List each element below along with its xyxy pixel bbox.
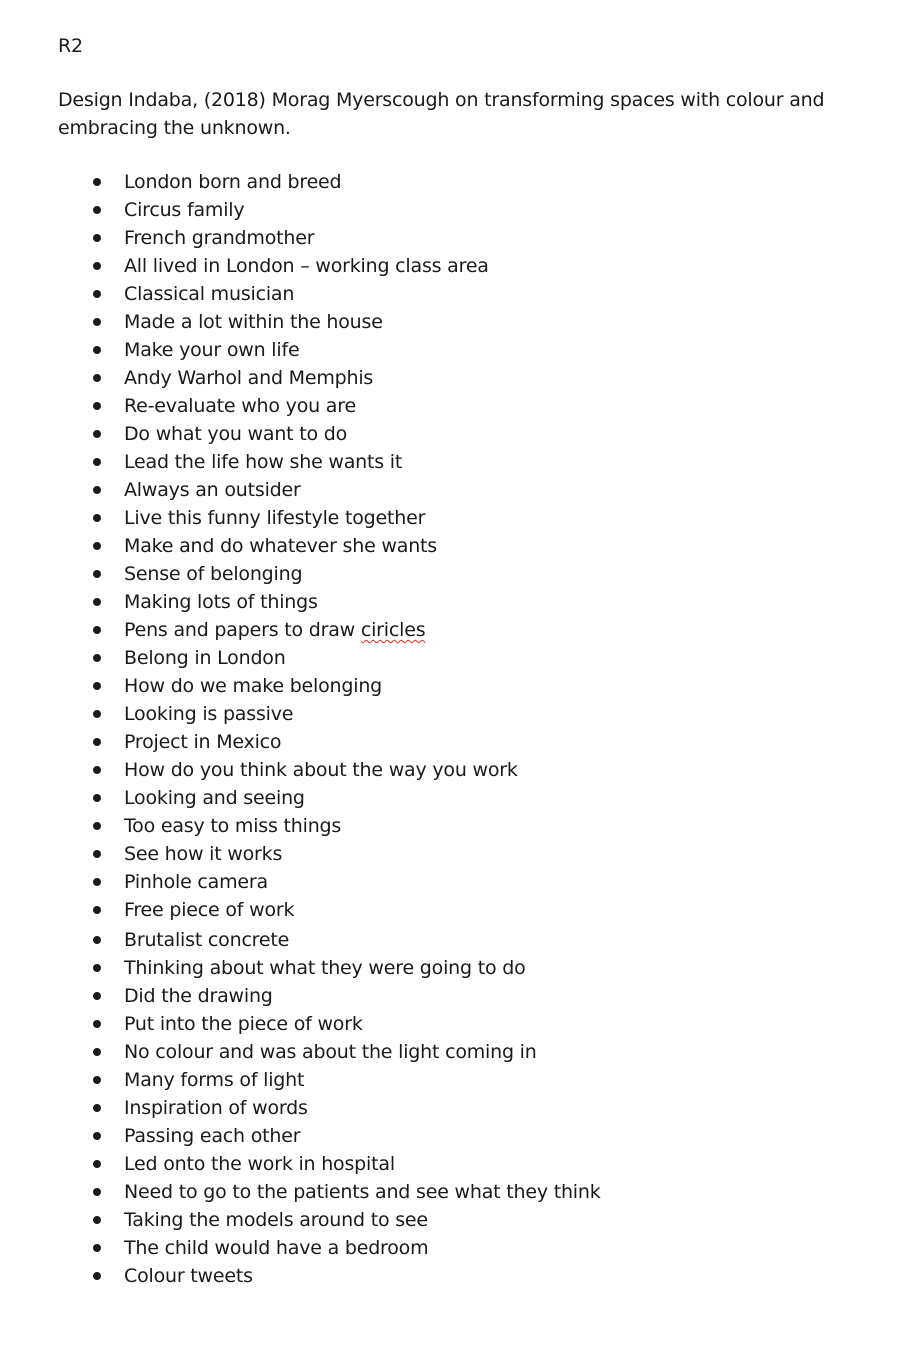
bullet-icon [93, 402, 101, 410]
list-item [58, 616, 858, 644]
list-item-text: Made a lot within the house [124, 311, 383, 333]
list-item-text: Led onto the work in hospital [124, 1153, 395, 1175]
list-item-text: How do you think about the way you work [124, 759, 518, 781]
list-item [58, 448, 858, 476]
bullet-icon [93, 290, 101, 298]
list-item [58, 588, 858, 616]
list-item-text: Passing each other [124, 1125, 301, 1147]
bullet-icon [93, 206, 101, 214]
list-item-text: Sense of belonging [124, 563, 303, 585]
list-item-text: French grandmother [124, 227, 315, 249]
bullet-icon [93, 654, 101, 662]
list-item-text: Do what you want to do [124, 423, 348, 445]
bullet-icon [93, 598, 101, 606]
list-item-text: Thinking about what they were going to do [124, 957, 526, 979]
bullet-icon [93, 570, 101, 578]
bullet-icon [93, 178, 101, 186]
bullet-icon [93, 936, 101, 944]
list-item [58, 420, 858, 448]
list-item-text: Did the drawing [124, 985, 273, 1007]
list-item [58, 700, 858, 728]
bullet-icon [93, 850, 101, 858]
bullet-icon [93, 346, 101, 354]
list-item [58, 756, 858, 784]
list-item [58, 1178, 858, 1206]
list-item-text: Pens and papers to draw [124, 619, 361, 641]
list-item [58, 644, 858, 672]
list-item-text: Project in Mexico [124, 731, 282, 753]
bullet-icon [93, 1104, 101, 1112]
list-item-text: Taking the models around to see [124, 1209, 428, 1231]
bullet-icon [93, 1020, 101, 1028]
list-item-text: Belong in London [124, 647, 286, 669]
list-item [58, 392, 858, 420]
list-item [58, 1038, 858, 1066]
list-item [58, 308, 858, 336]
list-item-text: Make your own life [124, 339, 300, 361]
list-item-text: Inspiration of words [124, 1097, 308, 1119]
list-item-text: Making lots of things [124, 591, 318, 613]
list-item [58, 1234, 858, 1262]
bullet-icon [93, 738, 101, 746]
bullet-icon [93, 514, 101, 522]
list-item-text: Lead the life how she wants it [124, 451, 403, 473]
bullet-icon [93, 906, 101, 914]
bullet-icon [93, 964, 101, 972]
list-item [58, 784, 858, 812]
spellcheck-flagged-word: ciricles [360, 619, 426, 641]
section-label: R2 [58, 35, 83, 57]
list-item-text: Classical musician [124, 283, 295, 305]
bullet-icon [93, 458, 101, 466]
list-item-text: Circus family [124, 199, 245, 221]
list-item-text: The child would have a bedroom [124, 1237, 429, 1259]
list-item-text: Re-evaluate who you are [124, 395, 356, 417]
list-item-text: Looking and seeing [124, 787, 305, 809]
list-item-text: All lived in London – working class area [124, 255, 489, 277]
list-item-text: See how it works [124, 843, 283, 865]
list-item [58, 532, 858, 560]
list-item [58, 812, 858, 840]
list-item-text: Always an outsider [124, 479, 301, 501]
notes-bullet-list [58, 168, 858, 1290]
bullet-icon [93, 1048, 101, 1056]
bullet-icon [93, 234, 101, 242]
bullet-icon [93, 766, 101, 774]
list-item-text: Need to go to the patients and see what they think [124, 1181, 601, 1203]
list-item [58, 1150, 858, 1178]
list-item [58, 1010, 858, 1038]
bullet-icon [93, 1076, 101, 1084]
list-item-text: Pinhole camera [124, 871, 268, 893]
list-item-text: Looking is passive [124, 703, 294, 725]
list-item [58, 954, 858, 982]
bullet-icon [93, 1160, 101, 1168]
list-item-text: How do we make belonging [124, 675, 383, 697]
list-item-text: Too easy to miss things [124, 815, 342, 837]
list-item [58, 1262, 858, 1290]
list-item [58, 896, 858, 924]
bullet-icon [93, 430, 101, 438]
bullet-icon [93, 374, 101, 382]
list-item [58, 364, 858, 392]
list-item-text: No colour and was about the light coming in [124, 1041, 537, 1063]
bullet-icon [93, 1188, 101, 1196]
list-item [58, 196, 858, 224]
list-item-text: Put into the piece of work [124, 1013, 363, 1035]
source-citation: Design Indaba, (2018) Morag Myerscough on transforming spaces with colour and embracing the unknown. [58, 89, 825, 139]
list-item [58, 560, 858, 588]
bullet-icon [93, 710, 101, 718]
bullet-icon [93, 878, 101, 886]
bullet-icon [93, 1216, 101, 1224]
list-item [58, 336, 858, 364]
list-item [58, 728, 858, 756]
list-item [58, 1094, 858, 1122]
list-item-text: London born and breed [124, 171, 342, 193]
list-item-text: Free piece of work [124, 899, 295, 921]
list-item [58, 504, 858, 532]
bullet-icon [93, 992, 101, 1000]
list-item [58, 1066, 858, 1094]
list-item [58, 476, 858, 504]
bullet-icon [93, 1272, 101, 1280]
list-item-text: Colour tweets [124, 1265, 253, 1287]
list-item-text: Live this funny lifestyle together [124, 507, 426, 529]
bullet-icon [93, 1132, 101, 1140]
list-item [58, 868, 858, 896]
list-item [58, 168, 858, 196]
bullet-icon [93, 682, 101, 690]
list-item [58, 224, 858, 252]
list-item [58, 840, 858, 868]
bullet-icon [93, 262, 101, 270]
list-item-text: Andy Warhol and Memphis [124, 367, 374, 389]
list-item [58, 252, 858, 280]
list-item-text: Make and do whatever she wants [124, 535, 437, 557]
bullet-icon [93, 626, 101, 634]
bullet-icon [93, 318, 101, 326]
bullet-icon [93, 486, 101, 494]
list-item [58, 672, 858, 700]
list-item [58, 926, 858, 954]
list-item [58, 1122, 858, 1150]
list-item-text: Many forms of light [124, 1069, 305, 1091]
bullet-icon [93, 542, 101, 550]
bullet-icon [93, 1244, 101, 1252]
list-item [58, 280, 858, 308]
list-item-text: Brutalist concrete [124, 929, 290, 951]
list-item [58, 1206, 858, 1234]
bullet-icon [93, 822, 101, 830]
bullet-icon [93, 794, 101, 802]
list-item [58, 982, 858, 1010]
